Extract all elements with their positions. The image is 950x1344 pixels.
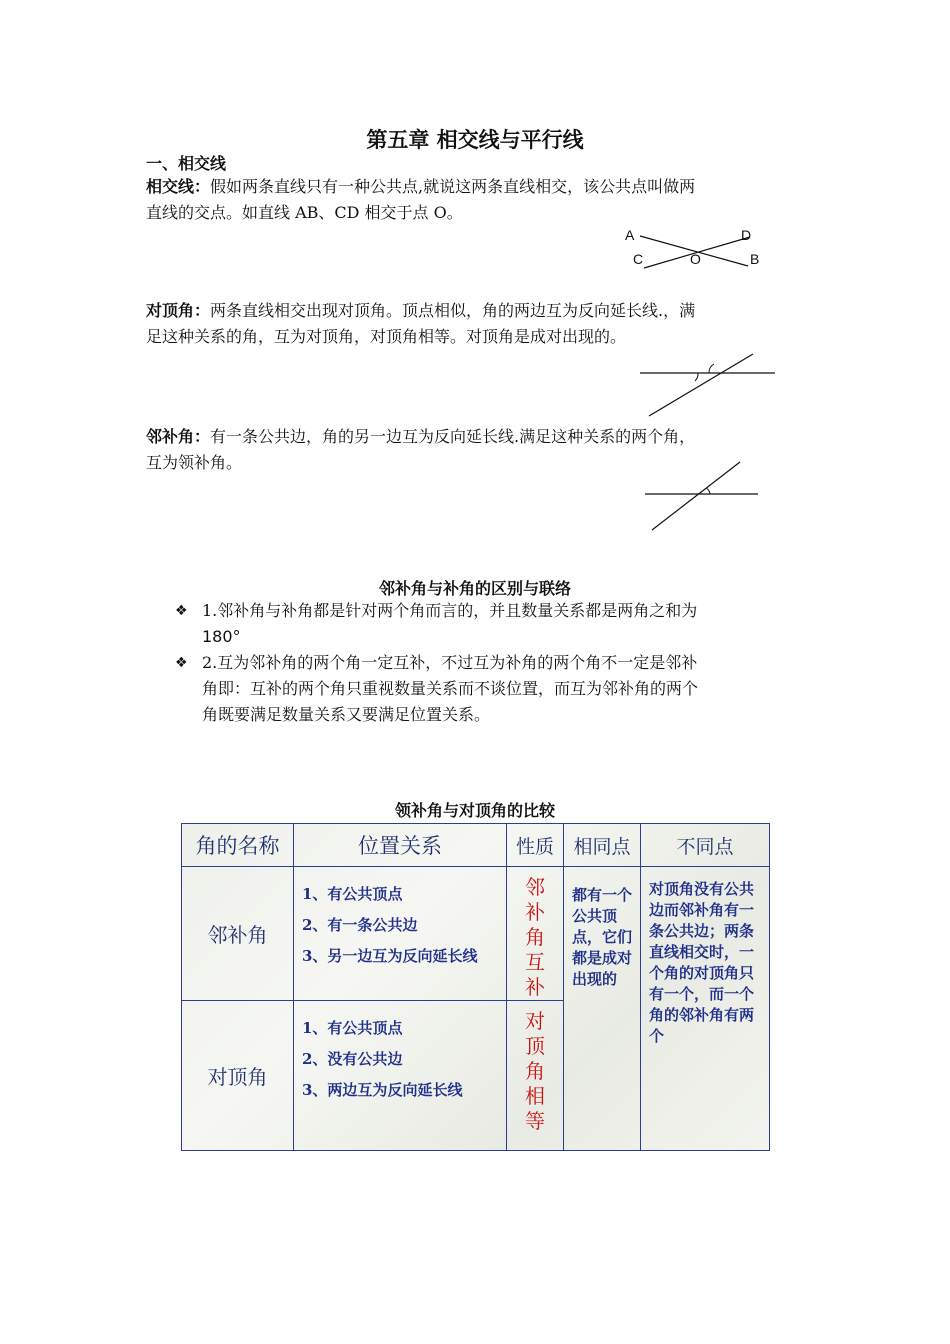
intersect-text-line2: 直线的交点。如直线 AB、CD 相交于点 O。 bbox=[146, 203, 463, 222]
bullet-2-line2: 角即：互补的两个角只重视数量关系而不谈位置，而互为邻补角的两个 bbox=[202, 679, 699, 698]
bullet-2-line1: 2.互为邻补角的两个角一定互补，不过互为补角的两个角不一定是邻补 bbox=[202, 653, 698, 672]
vertical-angle-term: 对顶角： bbox=[146, 301, 211, 320]
diamond-bullet-icon: ❖ bbox=[175, 603, 188, 619]
table-row bbox=[182, 867, 770, 1001]
header-property: 性质 bbox=[507, 824, 564, 867]
list-item: 3、两边互为反向延长线 bbox=[302, 1081, 463, 1099]
property-text: 对顶角相等 bbox=[525, 1009, 545, 1133]
table-header-row bbox=[182, 824, 770, 867]
angle-arc-upper bbox=[709, 364, 714, 373]
bullet-item-2 bbox=[175, 650, 825, 728]
intersect-term: 相交线： bbox=[146, 177, 211, 196]
common-cell: 都有一个公共顶点，它们都是成对出现的 bbox=[564, 867, 641, 1151]
angle-arc bbox=[706, 488, 710, 494]
label-b: B bbox=[750, 251, 760, 267]
slanted-line bbox=[649, 354, 753, 416]
label-a: A bbox=[625, 227, 635, 243]
vertical-angle-paragraph bbox=[146, 298, 826, 350]
header-position: 位置关系 bbox=[294, 824, 507, 867]
section-heading: 一、相交线 bbox=[146, 154, 227, 173]
diamond-bullet-icon: ❖ bbox=[175, 655, 188, 671]
adjacent-angle-term: 邻补角： bbox=[146, 427, 211, 446]
position-list-adjacent bbox=[294, 867, 507, 1001]
slanted-line bbox=[652, 462, 740, 530]
intersect-paragraph bbox=[146, 174, 826, 226]
bullet-1-line2: 180° bbox=[202, 627, 241, 646]
row-name-vertical: 对顶角 bbox=[182, 1001, 294, 1151]
list-item: 1、有公共顶点 bbox=[302, 885, 403, 903]
vertical-angle-diagram bbox=[635, 352, 785, 422]
list-item: 2、有一条公共边 bbox=[302, 916, 418, 934]
header-angle-name: 角的名称 bbox=[182, 824, 294, 867]
label-o: O bbox=[690, 251, 701, 267]
header-difference: 不同点 bbox=[641, 824, 770, 867]
adjacent-angle-diagram bbox=[640, 460, 770, 534]
difference-cell: 对顶角没有公共边而邻补角有一条公共边；两条直线相交时，一个角的对顶角只有一个，而一个角的邻补角有两个 bbox=[641, 867, 770, 1151]
adjacent-angle-text-line1: 有一条公共边，角的另一边互为反向延长线.满足这种关系的两个角， bbox=[210, 427, 696, 446]
property-vertical bbox=[507, 1001, 564, 1151]
list-item: 3、另一边互为反向延长线 bbox=[302, 947, 478, 965]
comparison-table bbox=[181, 823, 770, 1151]
difference-section-title: 邻补角与补角的区别与联络 bbox=[378, 579, 571, 598]
header-common: 相同点 bbox=[564, 824, 641, 867]
bullet-item-1 bbox=[175, 598, 825, 650]
property-adjacent bbox=[507, 867, 564, 1001]
label-c: C bbox=[633, 251, 644, 267]
label-d: D bbox=[741, 227, 752, 243]
comparison-title: 领补角与对顶角的比较 bbox=[394, 801, 555, 820]
property-text: 邻补角互补 bbox=[525, 875, 545, 999]
bullet-2-line3: 角既要满足数量关系又要满足位置关系。 bbox=[202, 705, 491, 724]
vertical-angle-text-line1: 两条直线相交出现对顶角。顶点相似，角的两边互为反向延长线.，满 bbox=[210, 301, 696, 320]
list-item: 2、没有公共边 bbox=[302, 1050, 403, 1068]
bullet-1-line1: 1.邻补角与补角都是针对两个角而言的，并且数量关系都是两角之和为 bbox=[202, 601, 698, 620]
intersect-text-line1: 假如两条直线只有一种公共点,就说这两条直线相交，该公共点叫做两 bbox=[210, 177, 696, 196]
page-title: 第五章 相交线与平行线 bbox=[366, 128, 584, 152]
list-item: 1、有公共顶点 bbox=[302, 1019, 403, 1037]
vertical-angle-text-line2: 足这种关系的角，互为对顶角，对顶角相等。对顶角是成对出现的。 bbox=[146, 327, 627, 346]
position-list-vertical bbox=[294, 1001, 507, 1151]
row-name-adjacent: 邻补角 bbox=[182, 867, 294, 1001]
angle-arc-lower bbox=[695, 373, 698, 381]
adjacent-angle-text-line2: 互为领补角。 bbox=[146, 453, 243, 472]
